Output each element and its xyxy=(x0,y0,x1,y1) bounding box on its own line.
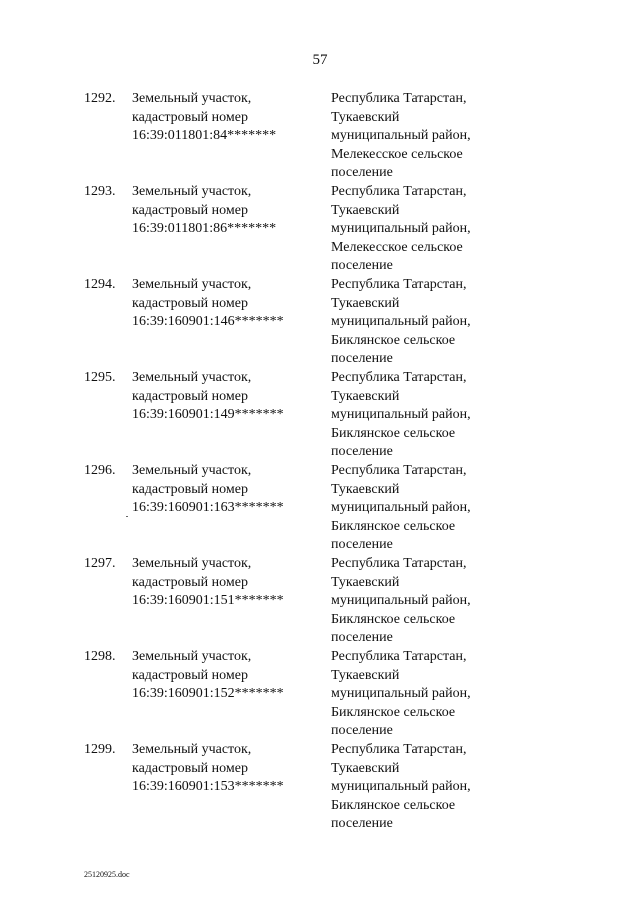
cadastral-number: 16:39:011801:84******* xyxy=(132,128,277,143)
location-line: муниципальный район, xyxy=(331,593,471,608)
entry-row xyxy=(0,369,640,462)
page-number: 57 xyxy=(312,52,328,68)
location-line: муниципальный район, xyxy=(331,407,471,422)
location-line: поселение xyxy=(331,537,393,552)
location-line: Тукаевский xyxy=(331,388,400,404)
location-line: Тукаевский xyxy=(331,574,400,590)
entry-description xyxy=(132,276,312,332)
location-line: Республика Татарстан, xyxy=(331,184,467,199)
cadastral-number: 16:39:160901:146******* xyxy=(132,314,284,329)
entry-description xyxy=(132,741,312,797)
description-line: кадастровый номер xyxy=(132,388,248,404)
location-line: поселение xyxy=(331,444,393,459)
location-line: Биклянское сельское xyxy=(331,518,456,534)
description-line: кадастровый номер xyxy=(132,667,248,683)
entry-number: 1297. xyxy=(84,556,116,571)
entry-row xyxy=(0,555,640,648)
entry-number: 1298. xyxy=(84,649,116,664)
entry-number: 1294. xyxy=(84,277,116,292)
description-line: Земельный участок, xyxy=(132,649,252,664)
location-line: Тукаевский xyxy=(331,202,400,218)
location-line: поселение xyxy=(331,723,393,738)
entry-location xyxy=(331,276,531,369)
location-line: муниципальный район, xyxy=(331,779,471,794)
location-line: Биклянское сельское xyxy=(331,611,456,627)
location-line: Биклянское сельское xyxy=(331,797,456,813)
entry-number: 1296. xyxy=(84,463,116,478)
location-line: Республика Татарстан, xyxy=(331,742,467,757)
location-line: Мелекесское сельское xyxy=(331,239,463,255)
cadastral-number: 16:39:160901:153******* xyxy=(132,779,284,794)
description-line: Земельный участок, xyxy=(132,463,252,478)
description-line: кадастровый номер xyxy=(132,574,248,590)
entry-row xyxy=(0,183,640,276)
entry-number: 1293. xyxy=(84,184,116,199)
cadastral-number: 16:39:160901:149******* xyxy=(132,407,284,422)
cadastral-number: 16:39:011801:86******* xyxy=(132,221,277,236)
location-line: Республика Татарстан, xyxy=(331,370,467,385)
location-line: Республика Татарстан, xyxy=(331,91,467,106)
location-line: муниципальный район, xyxy=(331,128,471,143)
entry-description xyxy=(132,648,312,704)
entry-number: 1299. xyxy=(84,742,116,757)
entry-number: 1292. xyxy=(84,91,116,106)
entry-description xyxy=(132,462,312,518)
location-line: поселение xyxy=(331,816,393,831)
entry-row xyxy=(0,462,640,555)
location-line: Тукаевский xyxy=(331,109,400,125)
entry-row xyxy=(0,648,640,741)
description-line: кадастровый номер xyxy=(132,295,248,311)
location-line: Тукаевский xyxy=(331,481,400,497)
entry-list xyxy=(0,90,640,834)
location-line: поселение xyxy=(331,351,393,366)
location-line: муниципальный район, xyxy=(331,500,471,515)
entry-description xyxy=(132,183,312,239)
entry-location xyxy=(331,555,531,648)
location-line: Республика Татарстан, xyxy=(331,556,467,571)
entry-location xyxy=(331,183,531,276)
location-line: Биклянское сельское xyxy=(331,425,456,441)
location-line: Тукаевский xyxy=(331,760,400,776)
entry-row xyxy=(0,276,640,369)
entry-row xyxy=(0,741,640,834)
location-line: Биклянское сельское xyxy=(331,332,456,348)
cadastral-number: 16:39:160901:151******* xyxy=(132,593,284,608)
description-line: Земельный участок, xyxy=(132,742,252,757)
location-line: Тукаевский xyxy=(331,295,400,311)
cadastral-number: 16:39:160901:163******* xyxy=(132,500,284,515)
location-line: Тукаевский xyxy=(331,667,400,683)
description-line: Земельный участок, xyxy=(132,370,252,385)
description-line: Земельный участок, xyxy=(132,91,252,106)
location-line: поселение xyxy=(331,630,393,645)
description-line: Земельный участок, xyxy=(132,277,252,292)
description-line: кадастровый номер xyxy=(132,109,248,125)
entry-location xyxy=(331,462,531,555)
location-line: Республика Татарстан, xyxy=(331,463,467,478)
description-line: Земельный участок, xyxy=(132,184,252,199)
location-line: муниципальный район, xyxy=(331,314,471,329)
location-line: муниципальный район, xyxy=(331,686,471,701)
entry-description xyxy=(132,555,312,611)
entry-location xyxy=(331,369,531,462)
description-line: кадастровый номер xyxy=(132,202,248,218)
entry-row xyxy=(0,90,640,183)
location-line: Республика Татарстан, xyxy=(331,649,467,664)
entry-description xyxy=(132,90,312,146)
location-line: поселение xyxy=(331,258,393,273)
location-line: поселение xyxy=(331,165,393,180)
entry-location xyxy=(331,741,531,834)
entry-location xyxy=(331,648,531,741)
entry-number: 1295. xyxy=(84,370,116,385)
entry-location xyxy=(331,90,531,183)
description-line: кадастровый номер xyxy=(132,481,248,497)
scan-speck xyxy=(126,516,128,517)
location-line: Мелекесское сельское xyxy=(331,146,463,162)
entry-description xyxy=(132,369,312,425)
location-line: Республика Татарстан, xyxy=(331,277,467,292)
description-line: кадастровый номер xyxy=(132,760,248,776)
location-line: Биклянское сельское xyxy=(331,704,456,720)
location-line: муниципальный район, xyxy=(331,221,471,236)
cadastral-number: 16:39:160901:152******* xyxy=(132,686,284,701)
document-filename: 25120925.doc xyxy=(84,870,130,879)
description-line: Земельный участок, xyxy=(132,556,252,571)
